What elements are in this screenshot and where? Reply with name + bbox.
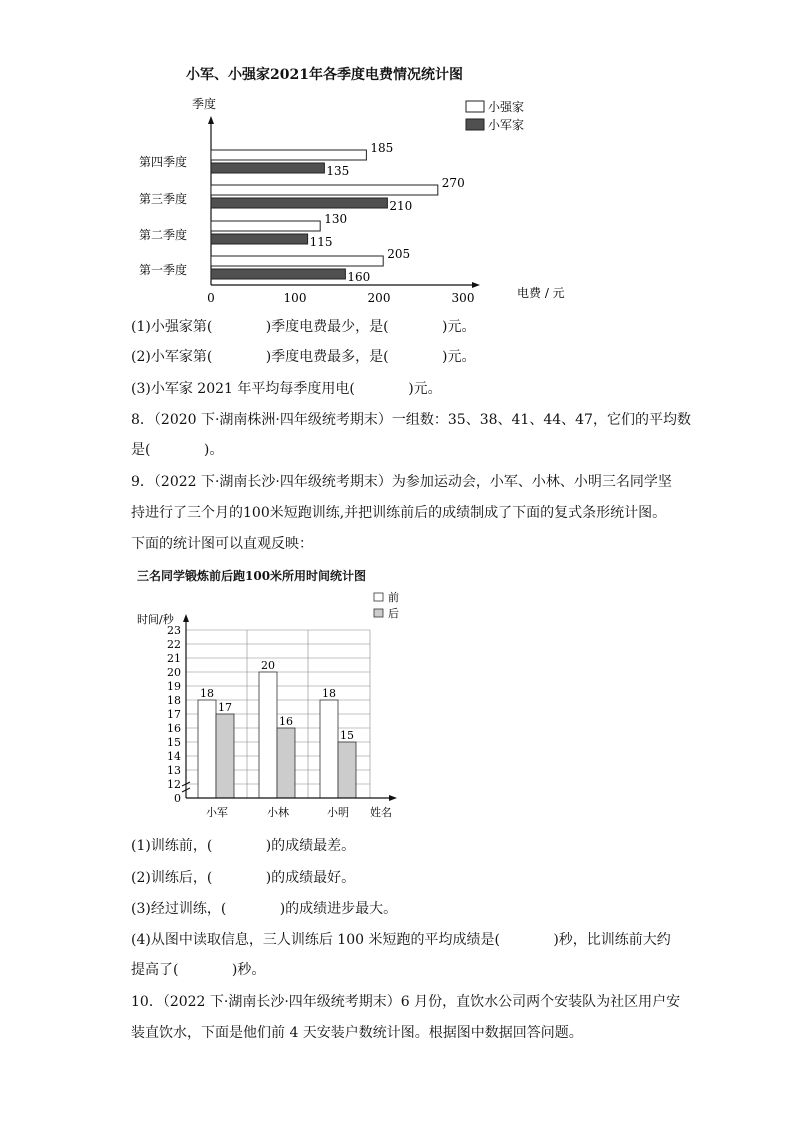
chart2-tick-label: 13 <box>167 764 181 777</box>
legend-swatch-before <box>374 593 383 601</box>
problem-10-line-2: 装直饮水，下面是他们前 4 天安装户数统计图。根据图中数据回答问题。 <box>131 1025 583 1041</box>
chart2-tick-label: 18 <box>167 694 181 707</box>
problem-9-line-2: 持进行了三个月的100米短跑训练,并把训练前后的成绩制成了下面的复式条形统计图。 <box>131 505 667 521</box>
chart2-y-axis-label: 时间/秒 <box>137 613 174 626</box>
chart2-tick-label: 15 <box>167 736 181 749</box>
chart2-tick-label: 19 <box>167 680 181 693</box>
bar-before <box>259 672 277 798</box>
chart2-category-label: 小林 <box>267 806 289 819</box>
subquestion-3: (3)经过训练，( )的成绩进步最大。 <box>131 901 398 917</box>
chart1-tick-label: 100 <box>283 291 307 305</box>
chart1-category-label: 第一季度 <box>138 263 187 277</box>
legend-label-after: 后 <box>388 607 399 620</box>
chart1-tick-label: 300 <box>451 291 475 305</box>
bar-xiaojun <box>211 234 308 244</box>
chart2-y-arrow <box>183 614 189 622</box>
question-1: (1)小强家第( )季度电费最少，是( )元。 <box>131 319 476 335</box>
problem-8-line-2: 是( )。 <box>131 442 224 458</box>
bar-value-label: 210 <box>389 199 413 213</box>
bar-value-label: 18 <box>322 687 336 700</box>
bar-value-label: 115 <box>309 235 333 249</box>
bar-xiaojun <box>211 163 324 173</box>
bar-xiaoqiang <box>211 185 438 195</box>
bar-value-label: 17 <box>218 701 232 714</box>
chart2-tick-label: 0 <box>174 792 181 805</box>
subquestion-2: (2)训练后，( )的成绩最好。 <box>131 870 356 886</box>
question-2: (2)小军家第( )季度电费最多，是( )元。 <box>131 349 476 365</box>
chart2-tick-label: 17 <box>167 708 181 721</box>
chart2-x-arrow <box>389 795 397 801</box>
legend-label-xiaojun: 小军家 <box>488 118 525 132</box>
chart2-tick-label: 20 <box>167 666 181 679</box>
bar-xiaoqiang <box>211 256 383 266</box>
legend-swatch-xiaoqiang <box>466 101 484 112</box>
bar-after <box>216 714 234 798</box>
bar-after <box>277 728 295 798</box>
question-3: (3)小军家 2021 年平均每季度用电( )元。 <box>131 381 442 397</box>
problem-9-line-1: 9．（2022 下·湖南长沙·四年级统考期末）为参加运动会，小军、小林、小明三名同学坚 <box>131 474 672 490</box>
bar-xiaoqiang <box>211 150 366 160</box>
chart2-bars <box>198 659 356 798</box>
bar-xiaojun <box>211 269 345 279</box>
chart1-tick-label: 0 <box>207 291 215 305</box>
chart2-tick-label: 16 <box>167 722 181 735</box>
bar-value-label: 130 <box>324 212 348 226</box>
chart2-ticks <box>167 624 181 805</box>
chart1-x-axis-label: 电费 / 元 <box>517 286 565 300</box>
bar-xiaojun <box>211 198 387 208</box>
problem-8-line-1: 8．（2020 下·湖南株洲·四年级统考期末）一组数：35、38、41、44、47，它们的平均数 <box>131 412 691 428</box>
subquestion-4-line-1: (4)从图中读取信息，三人训练后 100 米短跑的平均成绩是( )秒，比训练前大约 <box>131 932 671 948</box>
chart1-category-label: 第三季度 <box>138 192 187 206</box>
legend-label-before: 前 <box>388 591 399 604</box>
bar-value-label: 270 <box>441 176 465 190</box>
bar-value-label: 160 <box>347 270 371 284</box>
bar-value-label: 185 <box>370 141 394 155</box>
bar-xiaoqiang <box>211 221 320 231</box>
problem-10-line-1: 10．（2022 下·湖南长沙·四年级统考期末）6 月份，直饮水公司两个安装队为社区用户安 <box>131 994 681 1010</box>
chart2-tick-label: 21 <box>167 652 181 665</box>
bar-value-label: 16 <box>279 715 293 728</box>
chart1-tick-label: 200 <box>367 291 391 305</box>
chart2-tick-label: 22 <box>167 638 181 651</box>
bar-value-label: 15 <box>340 729 354 742</box>
legend-label-xiaoqiang: 小强家 <box>488 100 525 114</box>
chart2-category-label: 小军 <box>206 806 228 819</box>
bar-value-label: 18 <box>200 687 214 700</box>
chart2-tick-label: 23 <box>167 624 181 637</box>
chart2-tick-label: 12 <box>167 778 181 791</box>
bar-before <box>198 700 216 798</box>
chart1-svg <box>125 90 585 310</box>
chart2-category-label: 小明 <box>327 806 349 819</box>
bar-value-label: 20 <box>261 659 275 672</box>
chart2-tick-label: 14 <box>167 750 181 763</box>
chart2-title: 三名同学锻炼前后跑100米所用时间统计图 <box>137 569 367 583</box>
chart1-y-axis-label: 季度 <box>192 97 217 111</box>
chart1-bars <box>211 141 465 284</box>
chart1-y-arrow <box>208 116 214 124</box>
subquestion-4-line-2: 提高了( )秒。 <box>131 962 266 978</box>
bar-before <box>320 700 338 798</box>
subquestion-1: (1)训练前，( )的成绩最差。 <box>131 838 356 854</box>
chart1-title: 小军、小强家2021年各季度电费情况统计图 <box>186 67 463 83</box>
bar-after <box>338 742 356 798</box>
chart1-x-arrow <box>472 282 480 288</box>
legend-swatch-after <box>374 609 383 617</box>
chart2-svg <box>125 585 415 825</box>
chart1-category-label: 第二季度 <box>138 228 187 242</box>
chart1-category-label: 第四季度 <box>138 155 187 169</box>
legend-swatch-xiaojun <box>466 119 484 130</box>
problem-9-line-3: 下面的统计图可以直观反映： <box>131 536 313 552</box>
bar-value-label: 135 <box>326 164 350 178</box>
chart2-x-axis-label: 姓名 <box>370 806 392 819</box>
bar-value-label: 205 <box>387 247 411 261</box>
